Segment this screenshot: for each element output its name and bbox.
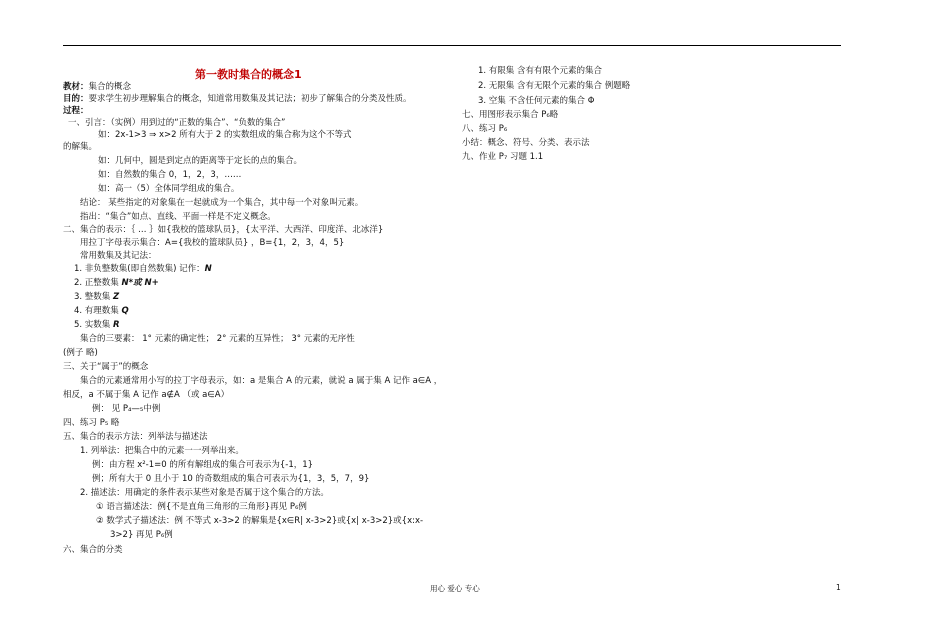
left-text-line bbox=[98, 156, 302, 167]
line-text: 用拉丁字母表示集合：A={我校的篮球队员} ，B={1，2，3，4，5} bbox=[80, 238, 345, 248]
left-text-line bbox=[74, 292, 119, 303]
left-text-line bbox=[96, 516, 423, 527]
right-text-line bbox=[462, 124, 507, 135]
left-text-line bbox=[80, 334, 355, 345]
page-number: 1 bbox=[836, 583, 841, 592]
line-text: 二、集合的表示：｛ … ｝如{我校的篮球队员}，{太平洋、大西洋、印度洋、北冰洋} bbox=[63, 225, 384, 235]
left-text-line bbox=[92, 474, 369, 485]
line-text: 如：自然数的集合 0，1，2，3，…… bbox=[98, 170, 242, 180]
right-text-line bbox=[478, 96, 594, 107]
left-text-line bbox=[63, 545, 123, 556]
line-text: 如：几何中，圆是到定点的距离等于定长的点的集合。 bbox=[98, 156, 303, 166]
line-text: 3. 空集 不含任何元素的集合 Φ bbox=[478, 96, 595, 106]
line-heading: 教材： bbox=[63, 82, 89, 92]
left-text-line bbox=[63, 348, 98, 359]
line-text: 九、作业 P₇ 习题 1.1 bbox=[462, 152, 544, 162]
left-text-line bbox=[74, 264, 212, 275]
line-text: 如：2x-1>3 ⇒ x>2 所有大于 2 的实数组成的集合称为这个不等式 bbox=[98, 130, 352, 140]
line-text: (例子 略) bbox=[63, 348, 98, 358]
left-text-line bbox=[74, 320, 120, 331]
line-text: 五、集合的表示方法：列举法与描述法 bbox=[63, 432, 208, 442]
line-text: 例；所有大于 0 且小于 10 的奇数组成的集合可表示为{1，3，5，7，9} bbox=[92, 474, 370, 484]
line-text: 2. 描述法：用确定的条件表示某些对象是否属于这个集合的方法。 bbox=[80, 488, 329, 498]
left-text-line bbox=[96, 502, 307, 513]
right-text-line bbox=[462, 138, 590, 149]
set-symbol: N*或 N+ bbox=[121, 278, 159, 288]
set-symbol: Q bbox=[121, 306, 129, 316]
left-text-line bbox=[98, 170, 241, 181]
left-text-line bbox=[98, 184, 239, 195]
page-footer: 用心 爱心 专心 bbox=[430, 584, 480, 593]
line-text: 集合的三要素： 1° 元素的确定性； 2° 元素的互异性； 3° 元素的无序性 bbox=[80, 334, 355, 344]
right-text-line bbox=[478, 66, 602, 77]
line-text: 例：由方程 x²-1=0 的所有解组成的集合可表示为{-1，1} bbox=[92, 460, 314, 470]
set-symbol: N bbox=[204, 264, 212, 274]
left-text-line bbox=[80, 446, 244, 457]
left-text-line bbox=[63, 418, 119, 429]
line-text: 四、练习 P₅ 略 bbox=[63, 418, 120, 428]
left-text-line bbox=[80, 238, 344, 249]
line-text: 指出：“集合”如点、直线、平面一样是不定义概念。 bbox=[80, 212, 276, 222]
left-text-line bbox=[74, 306, 129, 317]
right-text-line bbox=[462, 152, 543, 163]
left-text-line bbox=[68, 118, 285, 129]
left-text-line bbox=[98, 130, 352, 141]
page-title: 第一教时集合的概念1 bbox=[195, 68, 302, 81]
left-text-line bbox=[80, 212, 276, 223]
line-text: 5. 实数集 bbox=[74, 320, 114, 330]
right-text-line bbox=[462, 110, 558, 121]
line-text: 集合的元素通常用小写的拉丁字母表示，如：a 是集合 A 的元素，就说 a 属于集 A 记作 a∈A ， bbox=[80, 376, 443, 386]
left-text-line bbox=[80, 198, 363, 209]
line-heading: 目的： bbox=[63, 94, 89, 104]
left-text-line bbox=[80, 376, 442, 387]
line-text: ② 数学式子描述法：例 不等式 x-3>2 的解集是{x∈R| x-3>2}或{x| x-3>2}或{x:x- bbox=[96, 516, 424, 526]
line-text: 一、引言：（实例）用到过的“正数的集合”、“负数的集合” bbox=[68, 118, 286, 128]
line-text: 的解集。 bbox=[63, 142, 98, 152]
line-text: 小结：概念、符号、分类、表示法 bbox=[462, 138, 590, 148]
line-text: 常用数集及其记法： bbox=[80, 251, 157, 261]
line-text: 六、集合的分类 bbox=[63, 545, 123, 555]
line-heading: 过程： bbox=[63, 106, 89, 116]
line-text: 2. 正整数集 bbox=[74, 278, 122, 288]
left-text-line bbox=[63, 82, 131, 93]
header-rule bbox=[63, 45, 841, 46]
line-text: 1. 非负整数集(即自然数集) 记作： bbox=[74, 264, 205, 274]
line-text: ① 语言描述法：例{不是直角三角形的三角形}再见 P₆例 bbox=[96, 502, 307, 512]
left-text-line bbox=[63, 225, 383, 236]
line-text: 结论： 某些指定的对象集在一起就成为一个集合，其中每一个对象叫元素。 bbox=[80, 198, 364, 208]
line-text: 七、用图形表示集合 P₆略 bbox=[462, 110, 559, 120]
line-text: 要求学生初步理解集合的概念，知道常用数集及其记法；初步了解集合的分类及性质。 bbox=[88, 94, 412, 104]
left-text-line bbox=[74, 278, 159, 289]
line-text: 1. 有限集 含有有限个元素的集合 bbox=[478, 66, 603, 76]
left-text-line bbox=[63, 362, 148, 373]
line-text: 1. 列举法：把集合中的元素一一列举出来。 bbox=[80, 446, 244, 456]
line-text: 八、练习 P₆ bbox=[462, 124, 508, 134]
line-text: 4. 有理数集 bbox=[74, 306, 122, 316]
left-text-line bbox=[63, 106, 89, 117]
left-text-line bbox=[80, 251, 157, 262]
set-symbol: R bbox=[113, 320, 120, 330]
left-text-line bbox=[92, 460, 313, 471]
line-text: 三、关于“属于”的概念 bbox=[63, 362, 149, 372]
left-text-line bbox=[110, 530, 173, 541]
set-symbol: Z bbox=[113, 292, 120, 302]
line-text: 集合的概念 bbox=[88, 82, 132, 92]
left-text-line bbox=[92, 404, 160, 415]
right-text-line bbox=[478, 81, 630, 92]
left-text-line bbox=[63, 390, 229, 401]
line-text: 3>2} 再见 P₆例 bbox=[110, 530, 173, 540]
line-text: 例： 见 P₄—₅中例 bbox=[92, 404, 161, 414]
left-text-line bbox=[80, 488, 329, 499]
left-text-line bbox=[63, 94, 412, 105]
left-text-line bbox=[63, 432, 208, 443]
left-text-line bbox=[63, 142, 97, 153]
line-text: 相反，a 不属于集 A 记作 a∉A （或 a∈A） bbox=[63, 390, 230, 400]
line-text: 2. 无限集 含有无限个元素的集合 例题略 bbox=[478, 81, 631, 91]
line-text: 如：高一（5）全体同学组成的集合。 bbox=[98, 184, 240, 194]
line-text: 3. 整数集 bbox=[74, 292, 114, 302]
